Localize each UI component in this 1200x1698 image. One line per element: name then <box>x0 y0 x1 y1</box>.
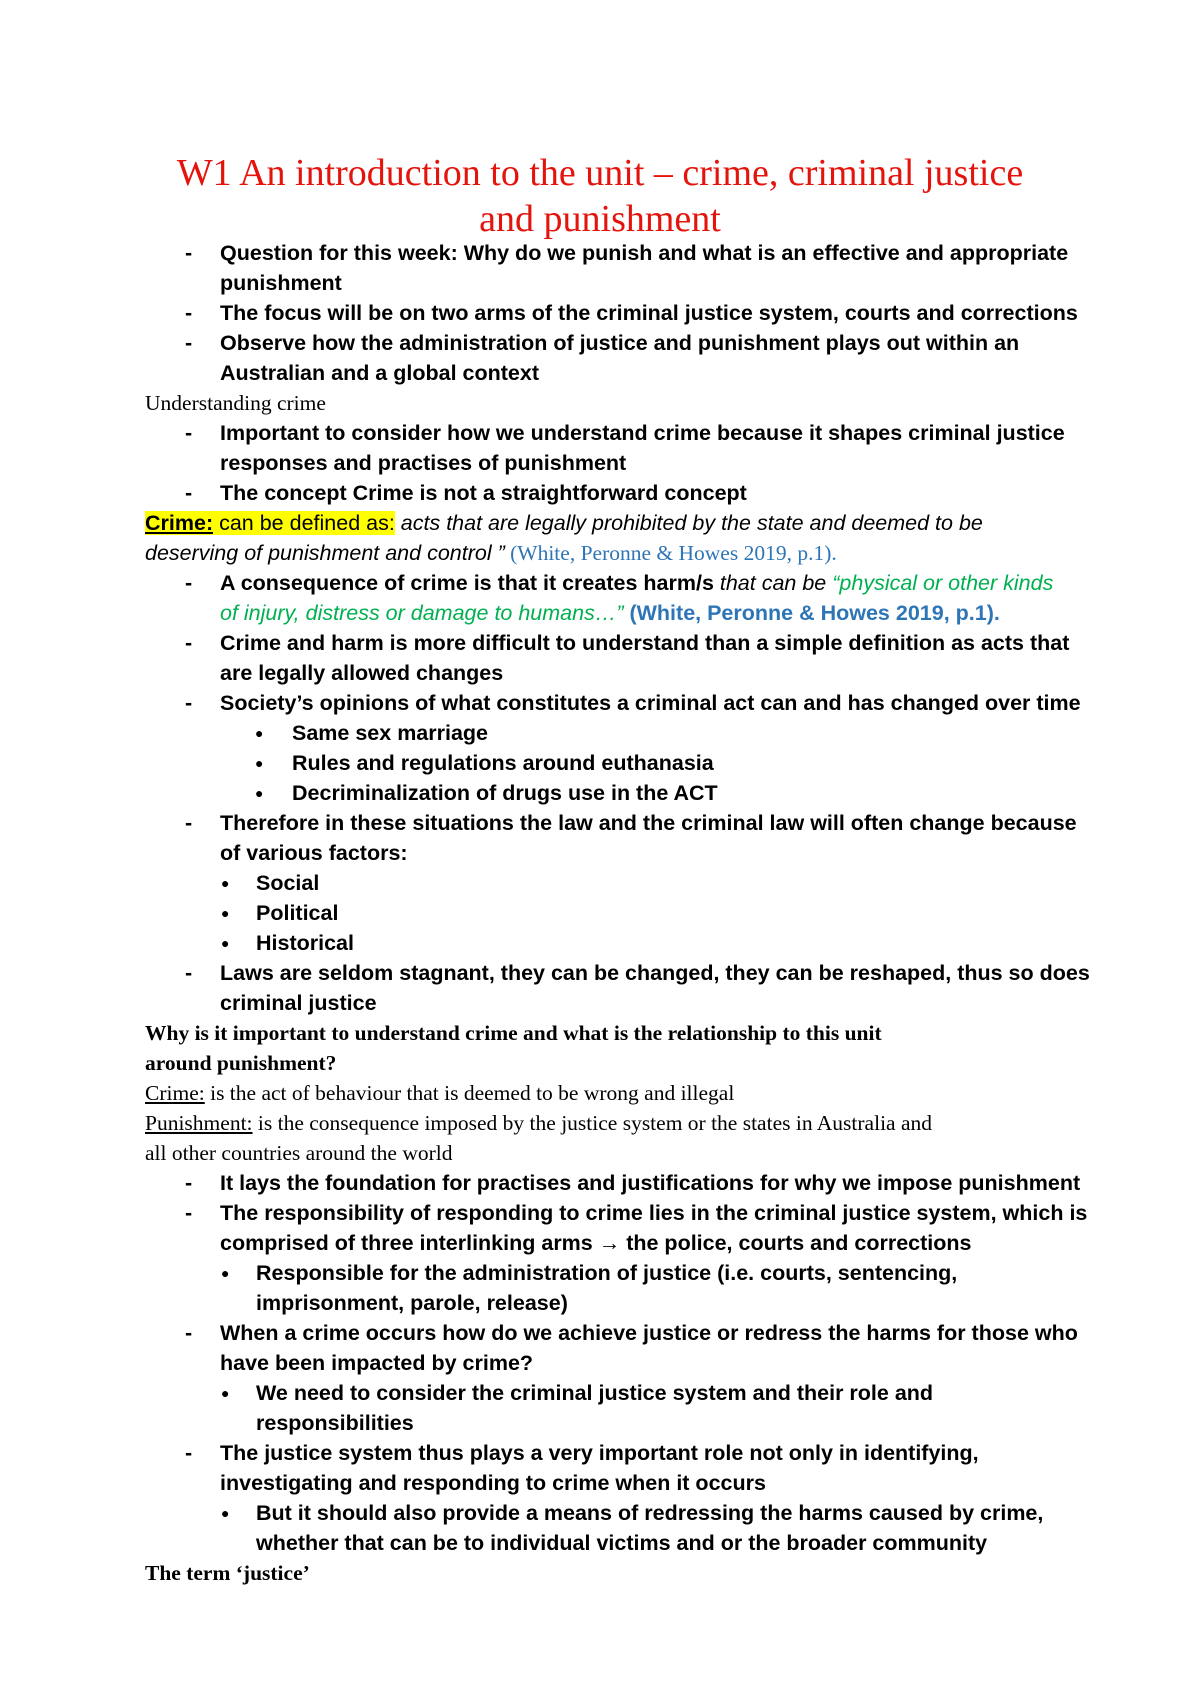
dash-item-continued: comprised of three interlinking arms → the police, courts and corrections <box>220 1231 972 1255</box>
dash-marker: - <box>185 241 193 265</box>
dash-marker: - <box>185 631 193 655</box>
dash-item: - Important to consider how we understand crime because it shapes criminal justice <box>145 418 1105 448</box>
dash-item: - The justice system thus plays a very important role not only in identifying, <box>145 1438 1105 1468</box>
bullet-dot-icon: ● <box>221 875 230 891</box>
dash-marker: - <box>185 571 193 595</box>
dash-item: - Observe how the administration of justice and punishment plays out within an <box>145 328 1105 358</box>
section-heading-justice: The term ‘justice’ <box>145 1561 310 1585</box>
bullet-item: ● Responsible for the administration of justice (i.e. courts, sentencing, <box>145 1258 1105 1288</box>
dash-item-continued: responses and practises of punishment <box>220 451 627 475</box>
dash-marker: - <box>185 481 193 505</box>
page-title <box>130 150 1070 242</box>
crime-definition <box>145 508 1105 538</box>
dash-item-continued: criminal justice <box>220 991 377 1015</box>
bullet-item: ● Historical <box>145 928 1105 958</box>
harm-quote: “physical or other kinds <box>832 571 1054 595</box>
title-line-1: W1 An introduction to the unit – crime, criminal justice <box>176 152 1024 194</box>
bullet-dot-icon: ● <box>221 1265 230 1281</box>
section-heading-understanding: Understanding crime <box>145 391 326 415</box>
dash-item: - Society’s opinions of what constitutes a criminal act can and has changed over time <box>145 688 1105 718</box>
bullet-dot-icon: ● <box>221 935 230 951</box>
crime-short-definition: Crime: is the act of behaviour that is deemed to be wrong and illegal <box>145 1081 735 1105</box>
dash-marker: - <box>185 961 193 985</box>
dash-item: - Question for this week: Why do we punish and what is an effective and appropriate <box>145 238 1105 268</box>
dash-item-continued: are legally allowed changes <box>220 661 504 685</box>
dash-marker: - <box>185 1321 193 1345</box>
arrow-right-icon: → <box>598 1231 621 1255</box>
dash-item: - Therefore in these situations the law and the criminal law will often change because <box>145 808 1105 838</box>
bullet-dot-icon: ● <box>255 755 264 771</box>
bullet-item: ● Social <box>145 868 1105 898</box>
definition-lead: can be defined as: <box>213 511 395 535</box>
title-line-2: and punishment <box>479 198 721 240</box>
bullet-dot-icon: ● <box>255 725 264 741</box>
dash-item: - It lays the foundation for practises and justifications for why we impose punishment <box>145 1168 1105 1198</box>
bullet-item-continued: responsibilities <box>256 1411 414 1435</box>
dash-item-continued: Australian and a global context <box>220 361 539 385</box>
dash-marker: - <box>185 421 193 445</box>
bullet-item: ● Decriminalization of drugs use in the ACT <box>145 778 1105 808</box>
bullet-dot-icon: ● <box>221 1385 230 1401</box>
section-heading-why-continued: around punishment? <box>145 1051 337 1075</box>
dash-marker: - <box>185 1171 193 1195</box>
dash-item-continued: have been impacted by crime? <box>220 1351 534 1375</box>
dash-item: - Crime and harm is more difficult to understand than a simple definition as acts that <box>145 628 1105 658</box>
citation: (White, Peronne & Howes 2019, p.1). <box>504 541 837 565</box>
crime-definition-continued: deserving of punishment and control ” (White, Peronne & Howes 2019, p.1). <box>145 541 837 565</box>
section-heading-why: Why is it important to understand crime and what is the relationship to this unit <box>145 1021 882 1045</box>
citation: (White, Peronne & Howes 2019, p.1). <box>623 601 1000 625</box>
dash-item: - When a crime occurs how do we achieve justice or redress the harms for those who <box>145 1318 1105 1348</box>
dash-item-continued: of injury, distress or damage to humans…” (White, Peronne & Howes 2019, p.1). <box>220 601 1000 625</box>
definition-quote: acts that are legally prohibited by the state and deemed to be <box>394 511 983 535</box>
dash-marker: - <box>185 691 193 715</box>
harm-term: harm/s <box>643 571 714 595</box>
bullet-item-continued: whether that can be to individual victims and or the broader community <box>256 1531 988 1555</box>
dash-item-continued: of various factors: <box>220 841 408 865</box>
bullet-item: ● Same sex marriage <box>145 718 1105 748</box>
bullet-dot-icon: ● <box>221 905 230 921</box>
bullet-item: ● Rules and regulations around euthanasia <box>145 748 1105 778</box>
dash-marker: - <box>185 301 193 325</box>
dash-marker: - <box>185 331 193 355</box>
dash-marker: - <box>185 1441 193 1465</box>
bullet-item: ● But it should also provide a means of redressing the harms caused by crime, <box>145 1498 1105 1528</box>
bullet-item: ● Political <box>145 898 1105 928</box>
dash-marker: - <box>185 811 193 835</box>
dash-item: - The focus will be on two arms of the criminal justice system, courts and corrections <box>145 298 1105 328</box>
dash-item: - Laws are seldom stagnant, they can be changed, they can be reshaped, thus so does <box>145 958 1105 988</box>
bullet-item-continued: imprisonment, parole, release) <box>256 1291 568 1315</box>
bullet-dot-icon: ● <box>221 1505 230 1521</box>
punishment-definition-continued: all other countries around the world <box>145 1141 453 1165</box>
punishment-term: Punishment: <box>145 1111 253 1135</box>
dash-item-continued: punishment <box>220 271 342 295</box>
crime-term-highlight: Crime: <box>145 511 214 535</box>
crime-term: Crime: <box>145 1081 205 1105</box>
dash-item-continued: investigating and responding to crime when it occurs <box>220 1471 766 1495</box>
dash-item: - The responsibility of responding to crime lies in the criminal justice system, which is <box>145 1198 1105 1228</box>
bullet-item: ● We need to consider the criminal justice system and their role and <box>145 1378 1105 1408</box>
dash-item: - The concept Crime is not a straightforward concept <box>145 478 1105 508</box>
bullet-dot-icon: ● <box>255 785 264 801</box>
document-body <box>145 238 1105 1588</box>
dash-marker: - <box>185 1201 193 1225</box>
punishment-definition: Punishment: is the consequence imposed by the justice system or the states in Australia and <box>145 1111 933 1135</box>
dash-item-harm: - A consequence of crime is that it creates harm/s that can be “physical or other kinds <box>145 568 1105 598</box>
